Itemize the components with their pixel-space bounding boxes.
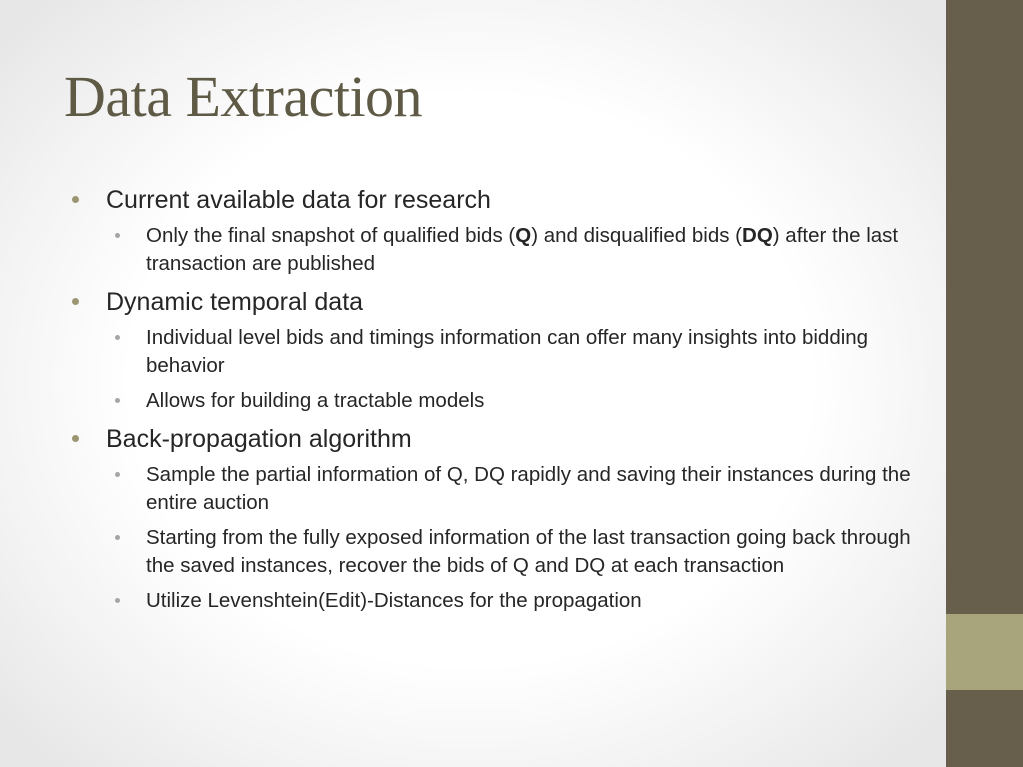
sub-bullet [66, 461, 926, 517]
bold-run-dq: DQ [742, 224, 773, 247]
bold-run-q: Q [515, 224, 532, 247]
slide-title: Data Extraction [64, 64, 423, 129]
side-accent-block [946, 614, 1023, 690]
bullet-dot [72, 435, 79, 442]
sub-bullet [66, 587, 926, 615]
sub-bullet-text [146, 224, 898, 275]
sub-bullet-dot [115, 535, 120, 540]
sub-bullet-text: Utilize Levenshtein(Edit)-Distances for the propagation [146, 589, 642, 612]
text-run: Only the final snapshot of qualified bids ( [146, 224, 516, 247]
side-decoration-bar [946, 0, 1023, 767]
sub-bullet-dot [115, 335, 120, 340]
sub-bullet [66, 324, 926, 380]
sub-bullet-text: Individual level bids and timings information can offer many insights into bidding behavior [146, 326, 869, 377]
sub-bullet [66, 524, 926, 580]
bullet-text: Current available data for research [106, 186, 491, 214]
bullet-level1 [66, 184, 926, 216]
text-run: ) and disqualified bids ( [531, 224, 743, 247]
text-run: ) after the last transaction are published [146, 224, 899, 275]
sub-bullet [66, 222, 926, 278]
sub-bullet [66, 387, 926, 415]
sub-bullet-text: Starting from the fully exposed information of the last transaction going back through the saved instances, recover the bids of Q and DQ at each transaction [146, 526, 911, 577]
bullet-level1 [66, 423, 926, 455]
bullet-text: Dynamic temporal data [106, 288, 364, 316]
bullet-text: Back-propagation algorithm [106, 425, 412, 453]
bullet-dot [72, 298, 79, 305]
section-current-data [66, 184, 926, 278]
sub-bullet-dot [115, 233, 120, 238]
bullet-list [66, 184, 926, 623]
sub-bullet-dot [115, 398, 120, 403]
section-dynamic-temporal [66, 286, 926, 415]
sub-bullet-text: Allows for building a tractable models [146, 389, 485, 412]
sub-bullet-dot [115, 472, 120, 477]
section-back-propagation [66, 423, 926, 615]
sub-bullet-dot [115, 598, 120, 603]
bullet-level1 [66, 286, 926, 318]
sub-bullet-text: Sample the partial information of Q, DQ rapidly and saving their instances during the entire auction [146, 463, 911, 514]
bullet-dot [72, 196, 79, 203]
